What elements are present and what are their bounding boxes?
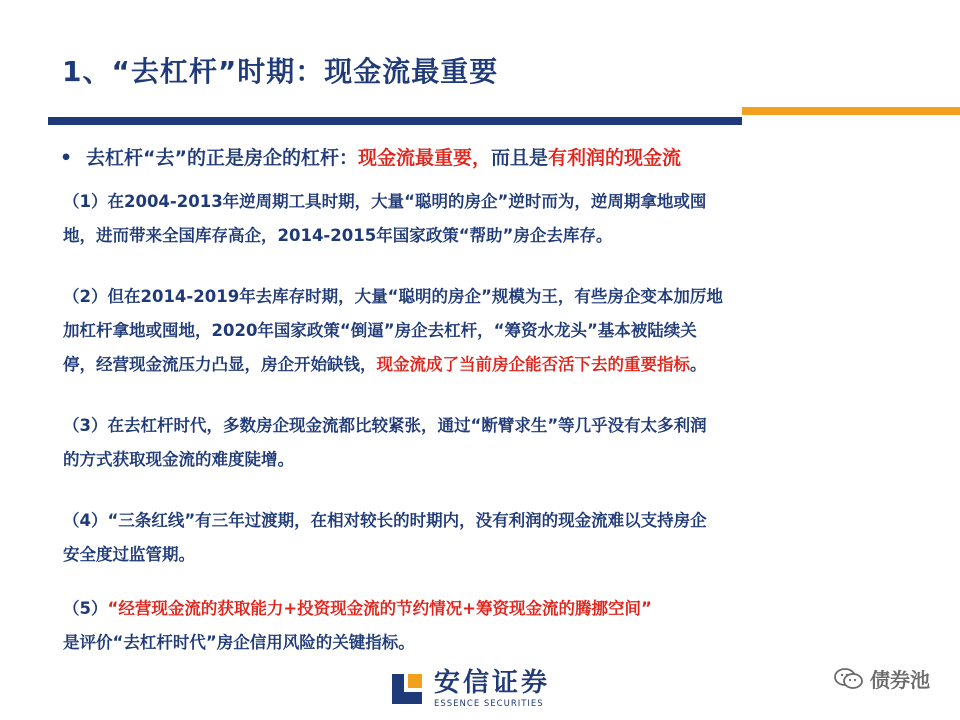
key-point-text-2: 而且是 <box>491 147 549 169</box>
watermark <box>834 664 930 693</box>
bullet-dot: • <box>60 147 73 169</box>
key-point-highlight-1: 现金流最重要， <box>357 147 491 169</box>
essence-logo-icon <box>390 672 424 706</box>
logo-chinese-name: 安信证券 <box>434 668 551 698</box>
paragraph-2-line-2: 加杠杆拿地或囤地，2020年国家政策“倒逼”房企去杠杆，“筹资水龙头”基本被陆续关 <box>63 321 697 340</box>
key-point-text-1: 去杠杆“去”的正是房企的杠杆： <box>86 147 358 169</box>
company-logo <box>390 668 550 710</box>
paragraph-3 <box>63 409 923 477</box>
paragraph-1 <box>63 185 923 253</box>
key-point <box>60 143 681 170</box>
paragraph-5-line-1 <box>63 592 923 626</box>
paragraph-4-line-2: 安全度过监管期。 <box>63 545 195 564</box>
wechat-icon <box>834 667 864 691</box>
paragraph-3-line-1: （3）在去杠杆时代，多数房企现金流都比较紧张，通过“断臂求生”等几乎没有太多利润 <box>63 416 707 435</box>
paragraph-5-line-2: 是评价“去杠杆时代”房企信用风险的关键指标。 <box>63 633 415 652</box>
paragraph-2-line-3-text: 停，经营现金流压力凸显，房企开始缺钱， <box>63 355 377 374</box>
slide-title: 1、“去杠杆”时期：现金流最重要 <box>62 55 499 88</box>
key-point-highlight-2: 有利润的现金流 <box>548 147 682 169</box>
paragraph-2-highlight: 现金流成了当前房企能否活下去的重要指标 <box>376 355 690 374</box>
logo-english-name: ESSENCE SECURITIES <box>434 699 544 709</box>
paragraph-4-line-1: （4）“三条红线”有三年过渡期，在相对较长的时期内，没有利润的现金流难以支持房企 <box>63 511 707 530</box>
paragraph-5-prefix: （5） <box>63 599 108 618</box>
paragraph-5-highlight: “经营现金流的获取能力+投资现金流的节约情况+筹资现金流的腾挪空间” <box>107 599 652 618</box>
title-rule-orange <box>742 107 960 115</box>
paragraph-2 <box>63 280 923 382</box>
paragraph-1-line-1: （1）在2004-2013年逆周期工具时期，大量“聪明的房企”逆时而为，逆周期拿地或囤 <box>63 192 707 211</box>
watermark-text: 债券池 <box>870 668 930 692</box>
paragraph-4 <box>63 504 923 572</box>
paragraph-2-line-3-end: 。 <box>690 355 707 374</box>
paragraph-3-line-2: 的方式获取现金流的难度陡增。 <box>63 450 294 469</box>
paragraph-5 <box>63 592 923 660</box>
title-rule-blue <box>48 117 742 125</box>
paragraph-1-line-2: 地，进而带来全国库存高企，2014-2015年国家政策“帮助”房企去库存。 <box>63 226 613 245</box>
paragraph-2-line-1: （2）但在2014-2019年去库存时期，大量“聪明的房企”规模为王，有些房企变本加厉地 <box>63 287 723 306</box>
paragraph-2-line-3 <box>63 348 923 382</box>
